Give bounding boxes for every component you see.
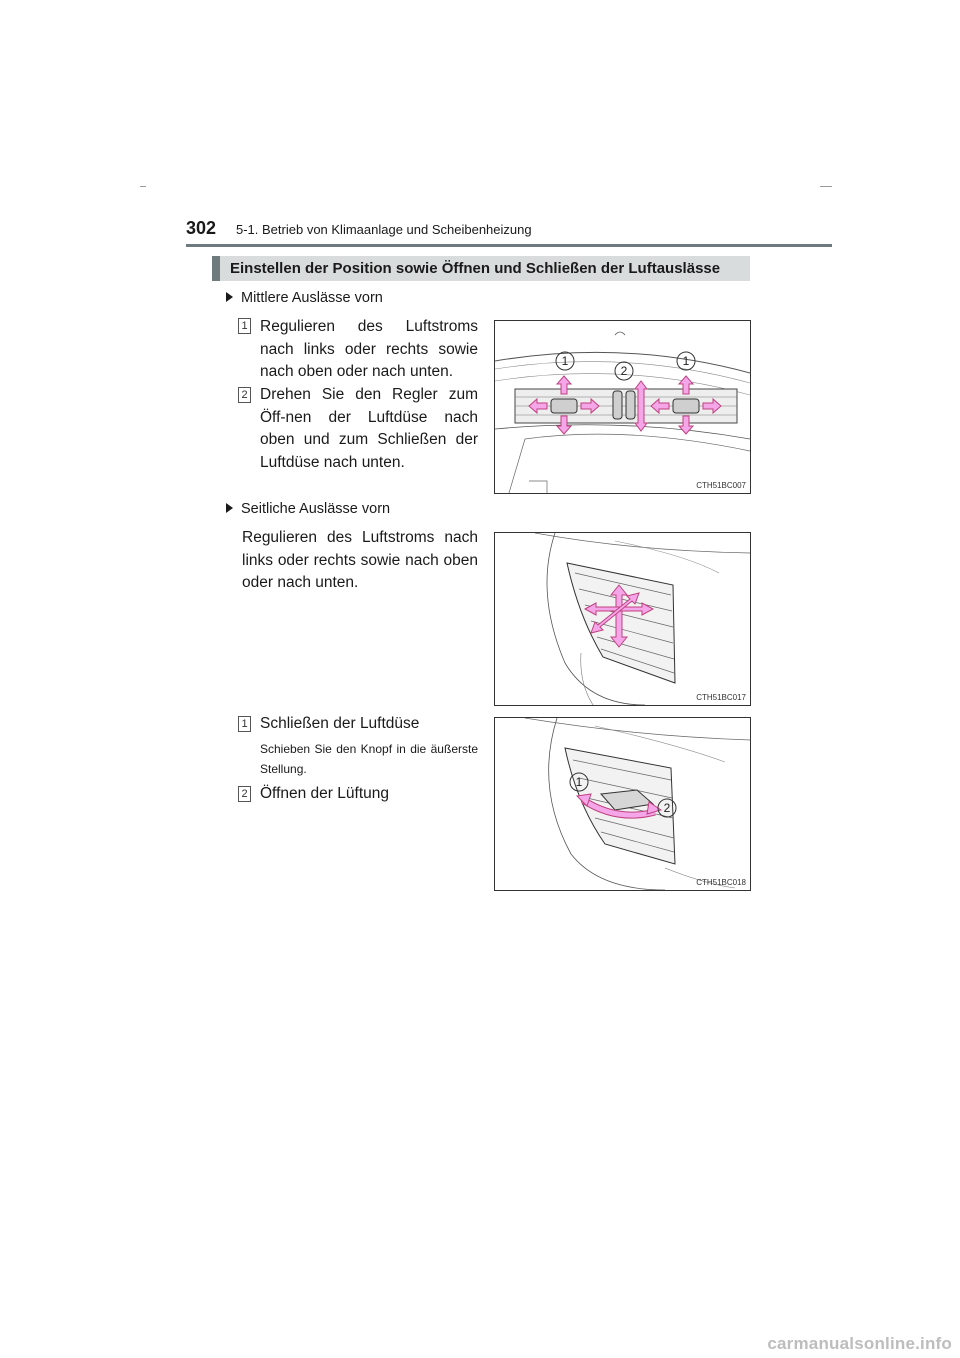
callout-label: 2: [663, 801, 671, 815]
step-text: Öffnen der Lüftung: [260, 785, 389, 802]
step-text: Drehen Sie den Regler zum Öff-nen der Luftdüse nach oben und zum Schließen der Luftdüse nach unten.: [260, 386, 478, 471]
step-number: 1: [238, 318, 251, 334]
header-rule: [186, 244, 832, 247]
figure-middle-vents: [494, 320, 751, 494]
step-number: 1: [238, 716, 251, 732]
bullet-label: Mittlere Auslässe vorn: [241, 290, 383, 306]
step-number: 2: [238, 786, 251, 802]
figure-code: CTH51BC018: [696, 878, 746, 887]
bullet-side-vents: [226, 501, 390, 517]
side-vents-text: Regulieren des Luftstroms nach links oder rechts sowie nach oben oder nach unten.: [242, 529, 478, 591]
step-text: Schließen der Luftdüse: [260, 715, 420, 732]
step-note: Schieben Sie den Knopf in die äußerste Stellung.: [260, 742, 478, 776]
figure-code: CTH51BC007: [696, 481, 746, 490]
figure-side-vents: [494, 532, 751, 706]
watermark: carmanualsonline.info: [767, 1334, 952, 1353]
bullet-middle-vents: [226, 290, 383, 306]
crop-mark-right: [820, 186, 832, 187]
callout-label: 1: [682, 354, 690, 368]
page-number: 302: [186, 218, 217, 238]
section-heading: Einstellen der Position sowie Öffnen und Schließen der Luftauslässe: [212, 256, 750, 281]
bullet-triangle-icon: [226, 292, 233, 302]
figure-code: CTH51BC017: [696, 693, 746, 702]
step-text: Regulieren des Luftstroms nach links oder rechts sowie nach oben oder nach unten.: [260, 318, 478, 380]
bullet-triangle-icon: [226, 503, 233, 513]
callout-label: 1: [575, 775, 583, 789]
vent-closing-illustration: [495, 718, 750, 890]
bullet-label: Seitliche Auslässe vorn: [241, 501, 391, 517]
callout-label: 1: [561, 354, 569, 368]
crop-mark-left: [140, 186, 146, 187]
side-vents-illustration: [495, 533, 750, 705]
figure-vent-closing: [494, 717, 751, 891]
middle-vents-illustration: [495, 321, 750, 493]
running-header: 5-1. Betrieb von Klimaanlage und Scheibenheizung: [236, 222, 532, 237]
callout-label: 2: [620, 364, 628, 378]
step-number: 2: [238, 387, 251, 403]
